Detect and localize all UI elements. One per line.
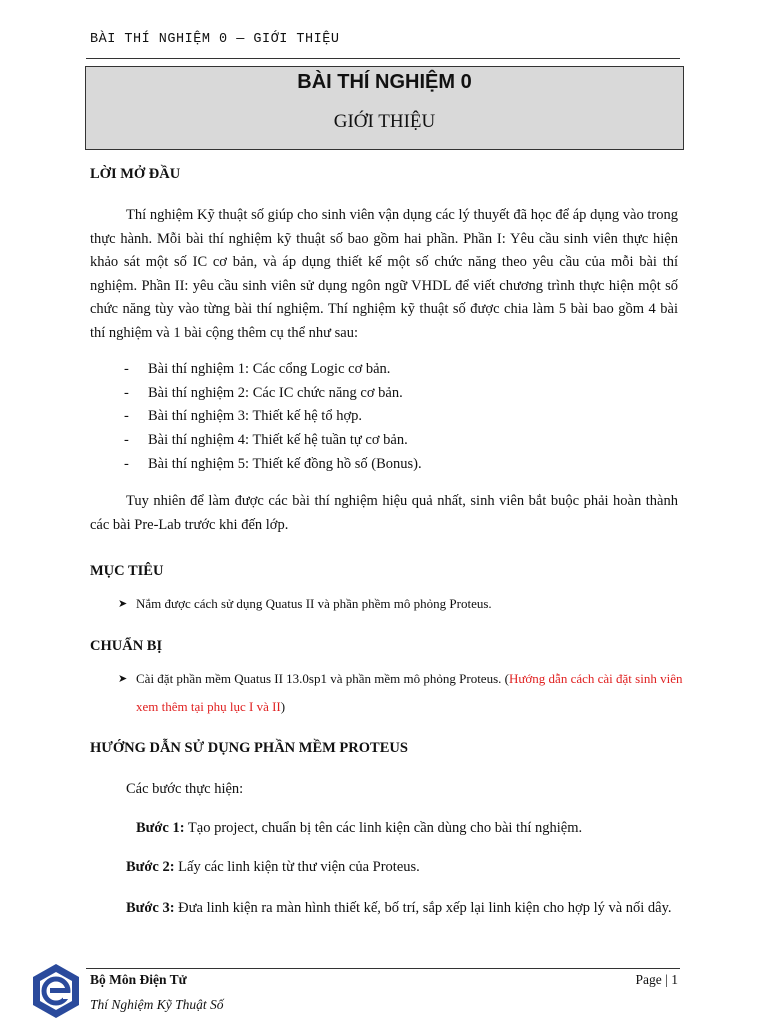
arrow-bullet-icon: ➤ — [118, 598, 128, 610]
step-3: Bước 3: Đưa linh kiện ra màn hình thiết kế, bố trí, sắp xếp lại linh kiện cho hợp lý và nối dây. — [126, 900, 672, 916]
footer-department: Bộ Môn Điện Tử — [90, 972, 187, 987]
step-1: Bước 1: Tạo project, chuẩn bị tên các linh kiện cần dùng cho bài thí nghiệm. — [136, 820, 583, 836]
preparation-heading: CHUẨN BỊ — [90, 638, 163, 654]
objective-heading: MỤC TIÊU — [90, 563, 164, 579]
title-box — [85, 66, 684, 150]
intro-paragraph: Thí nghiệm Kỹ thuật số giúp cho sinh viên vận dụng các lý thuyết đã học để áp dụng vào trong thực hành. Mỗi bài thí nghiệm kỹ thuật số bao gồm hai phần. Phần I: Yêu cầu sinh viên thực hiện khảo sát một số IC cơ bản, và áp dụng thiết kế một số chức năng theo yêu cầu của mỗi bài thí nghiệm. Phần II: yêu cầu sinh viên sử dụng ngôn ngữ VHDL để viết chương trình thực hiện một số chức năng tùy vào từng bài thí nghiệm. Thí nghiệm kỹ thuật số được chia làm 5 bài bao gồm 4 bài thí nghiệm và 1 bài cộng thêm cụ thể như sau: — [90, 207, 678, 341]
list-item: - Bài thí nghiệm 1: Các cổng Logic cơ bản. — [124, 361, 391, 377]
arrow-bullet-icon: ➤ — [118, 673, 128, 685]
objective-item: ➤ Nắm được cách sử dụng Quatus II và phần phềm mô phỏng Proteus. — [118, 590, 684, 618]
list-item: - Bài thí nghiệm 3: Thiết kế hệ tổ hợp. — [124, 408, 362, 425]
intro-heading: LỜI MỞ ĐẦU — [90, 166, 181, 182]
steps-intro: Các bước thực hiện: — [126, 781, 244, 797]
list-item: - Bài thí nghiệm 4: Thiết kế hệ tuần tự cơ bản. — [124, 432, 408, 449]
appendix-reference: Hướng dẫn cách cài đặt sinh viên xem thêm tại phụ lục I và II — [136, 671, 683, 714]
running-header — [86, 28, 680, 59]
running-title: BÀI THÍ NGHIỆM 0 — GIỚI THIỆU — [90, 32, 340, 47]
department-logo-icon — [30, 962, 82, 1020]
list-item: - Bài thí nghiệm 2: Các IC chức năng cơ bản. — [124, 384, 403, 401]
preparation-item: ➤ Cài đặt phần mềm Quatus II 13.0sp1 và phần mềm mô phỏng Proteus. (Hướng dẫn cách cài đặt sinh viên xem thêm tại phụ lục I và II) — [118, 665, 684, 721]
closing-paragraph: Tuy nhiên để làm được các bài thí nghiệm hiệu quả nhất, sinh viên bắt buộc phải hoàn thành các bài Pre-Lab trước khi đến lớp. — [90, 493, 678, 533]
page-title: BÀI THÍ NGHIỆM 0 — [297, 71, 472, 93]
step-2: Bước 2: Lấy các linh kiện từ thư viện của Proteus. — [126, 859, 420, 875]
footer-divider — [86, 968, 680, 969]
list-item: - Bài thí nghiệm 5: Thiết kế đồng hồ số (Bonus). — [124, 455, 422, 472]
page-subtitle: GIỚI THIỆU — [333, 111, 436, 132]
footer-course: Thí Nghiệm Kỹ Thuật Số — [90, 997, 224, 1012]
proteus-heading: HƯỚNG DẪN SỬ DỤNG PHẦN MỀM PROTEUS — [90, 740, 408, 756]
experiment-list — [122, 358, 682, 476]
page-number: Page | 1 — [635, 972, 678, 987]
